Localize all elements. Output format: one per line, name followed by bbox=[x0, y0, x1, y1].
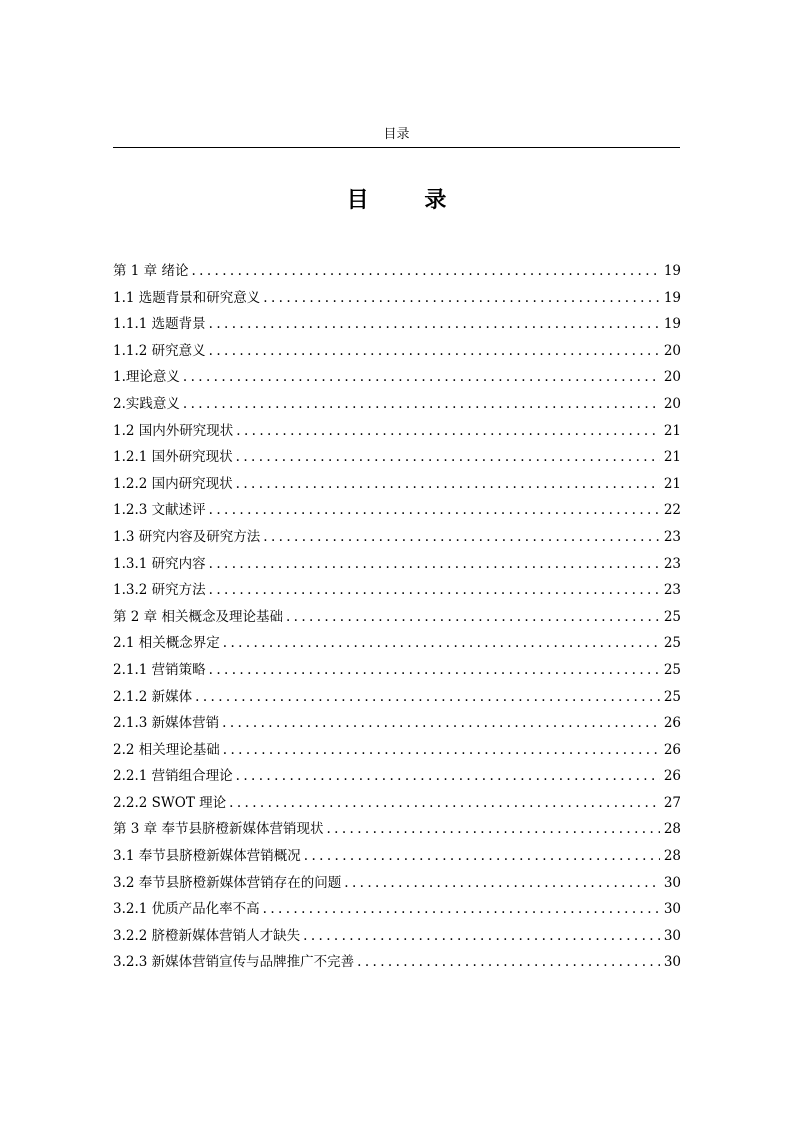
toc-page-number: 30 bbox=[663, 874, 681, 891]
toc-entry-label: 2.2.1 营销组合理论 bbox=[113, 768, 233, 785]
toc-page-number: 26 bbox=[663, 768, 681, 785]
toc-dot-leader bbox=[183, 369, 660, 385]
toc-entry-label: 1.1.2 研究意义 bbox=[113, 342, 206, 359]
toc-entry-label: 1.2 国内外研究现状 bbox=[113, 422, 234, 439]
toc-page-number: 27 bbox=[663, 794, 681, 811]
toc-page-number: 26 bbox=[663, 741, 681, 758]
toc-entry[interactable] bbox=[113, 578, 681, 605]
toc-dot-leader bbox=[191, 263, 660, 279]
toc-entry-label: 1.3 研究内容及研究方法 bbox=[113, 528, 261, 545]
toc-dot-leader bbox=[195, 689, 660, 705]
toc-entry[interactable] bbox=[113, 498, 681, 525]
toc-page-number: 30 bbox=[663, 954, 681, 971]
toc-entry-label: 3.2.2 脐橙新媒体营销人才缺失 bbox=[113, 927, 301, 944]
toc-entry[interactable] bbox=[113, 871, 681, 898]
toc-entry[interactable] bbox=[113, 764, 681, 791]
toc-entry[interactable] bbox=[113, 605, 681, 632]
toc-page-number: 23 bbox=[663, 528, 681, 545]
toc-page-number: 30 bbox=[663, 901, 681, 918]
table-of-contents bbox=[113, 259, 681, 977]
toc-entry[interactable] bbox=[113, 259, 681, 286]
toc-entry-label: 2.1.3 新媒体营销 bbox=[113, 715, 220, 732]
toc-entry-label: 1.3.1 研究内容 bbox=[113, 555, 206, 572]
toc-entry-label: 1.1.1 选题背景 bbox=[113, 316, 206, 333]
toc-dot-leader bbox=[303, 928, 660, 944]
toc-dot-leader bbox=[263, 290, 660, 306]
toc-page-number: 21 bbox=[663, 422, 681, 439]
toc-dot-leader bbox=[209, 502, 660, 518]
toc-dot-leader bbox=[344, 875, 660, 891]
toc-entry[interactable] bbox=[113, 365, 681, 392]
toc-entry-label: 1.2.3 文献述评 bbox=[113, 502, 206, 519]
toc-dot-leader bbox=[222, 715, 660, 731]
toc-entry-label: 2.2.2 SWOT 理论 bbox=[113, 794, 227, 811]
toc-page-number: 19 bbox=[663, 289, 681, 306]
toc-entry[interactable] bbox=[113, 711, 681, 738]
toc-page-number: 28 bbox=[663, 848, 681, 865]
toc-dot-leader bbox=[304, 848, 660, 864]
toc-entry[interactable] bbox=[113, 339, 681, 366]
toc-entry-label: 1.1 选题背景和研究意义 bbox=[113, 289, 261, 306]
toc-dot-leader bbox=[236, 449, 660, 465]
toc-dot-leader bbox=[209, 343, 660, 359]
toc-page-number: 19 bbox=[663, 316, 681, 333]
toc-entry[interactable] bbox=[113, 312, 681, 339]
toc-page-number: 28 bbox=[663, 821, 681, 838]
toc-entry-label: 1.2.2 国内研究现状 bbox=[113, 475, 233, 492]
toc-entry-label: 2.实践意义 bbox=[113, 395, 180, 412]
toc-entry[interactable] bbox=[113, 897, 681, 924]
toc-dot-leader bbox=[209, 582, 660, 598]
toc-entry-label: 2.1 相关概念界定 bbox=[113, 635, 220, 652]
toc-entry[interactable] bbox=[113, 738, 681, 765]
toc-title: 目 录 bbox=[346, 187, 471, 213]
toc-dot-leader bbox=[229, 795, 660, 811]
toc-entry-label: 第 3 章 奉节县脐橙新媒体营销现状 bbox=[113, 821, 324, 838]
toc-entry[interactable] bbox=[113, 658, 681, 685]
toc-dot-leader bbox=[236, 476, 660, 492]
toc-page-number: 25 bbox=[663, 635, 681, 652]
toc-entry[interactable] bbox=[113, 525, 681, 552]
toc-entry-label: 3.2 奉节县脐橙新媒体营销存在的问题 bbox=[113, 874, 342, 891]
toc-dot-leader bbox=[326, 821, 660, 837]
header-rule bbox=[113, 147, 680, 148]
toc-entry[interactable] bbox=[113, 924, 681, 951]
toc-entry-label: 2.1.2 新媒体 bbox=[113, 688, 193, 705]
toc-page-number: 20 bbox=[663, 395, 681, 412]
toc-page-number: 23 bbox=[663, 582, 681, 599]
toc-entry[interactable] bbox=[113, 950, 681, 977]
toc-dot-leader bbox=[236, 768, 660, 784]
toc-entry-label: 1.理论意义 bbox=[113, 369, 180, 386]
toc-entry-label: 1.2.1 国外研究现状 bbox=[113, 449, 233, 466]
toc-page-number: 21 bbox=[663, 475, 681, 492]
toc-page-number: 25 bbox=[663, 661, 681, 678]
toc-entry[interactable] bbox=[113, 286, 681, 313]
toc-page-number: 20 bbox=[663, 342, 681, 359]
toc-entry-label: 第 1 章 绪论 bbox=[113, 263, 189, 279]
toc-page-number: 22 bbox=[663, 502, 681, 519]
toc-entry-label: 3.2.1 优质产品化率不高 bbox=[113, 901, 260, 918]
toc-dot-leader bbox=[209, 556, 660, 572]
toc-entry[interactable] bbox=[113, 419, 681, 446]
toc-dot-leader bbox=[357, 954, 660, 970]
toc-page-number: 20 bbox=[663, 369, 681, 386]
toc-page-number: 23 bbox=[663, 555, 681, 572]
toc-dot-leader bbox=[209, 662, 660, 678]
toc-dot-leader bbox=[223, 635, 660, 651]
toc-page-number: 21 bbox=[663, 449, 681, 466]
toc-entry[interactable] bbox=[113, 552, 681, 579]
toc-entry[interactable] bbox=[113, 445, 681, 472]
toc-entry-label: 3.1 奉节县脐橙新媒体营销概况 bbox=[113, 848, 301, 865]
toc-entry-label: 1.3.2 研究方法 bbox=[113, 582, 206, 599]
toc-dot-leader bbox=[209, 316, 660, 332]
toc-page-number: 26 bbox=[663, 715, 681, 732]
toc-dot-leader bbox=[183, 396, 660, 412]
toc-entry[interactable] bbox=[113, 817, 681, 844]
toc-entry[interactable] bbox=[113, 844, 681, 871]
toc-page-number: 25 bbox=[663, 608, 681, 625]
toc-entry[interactable] bbox=[113, 791, 681, 818]
toc-entry[interactable] bbox=[113, 472, 681, 499]
toc-dot-leader bbox=[286, 609, 660, 625]
toc-entry-label: 2.1.1 营销策略 bbox=[113, 661, 206, 678]
toc-entry[interactable] bbox=[113, 392, 681, 419]
toc-dot-leader bbox=[263, 529, 660, 545]
toc-entry[interactable] bbox=[113, 631, 681, 658]
toc-entry-label: 2.2 相关理论基础 bbox=[113, 741, 220, 758]
toc-entry[interactable] bbox=[113, 685, 681, 712]
toc-dot-leader bbox=[263, 901, 660, 917]
toc-page-number: 19 bbox=[663, 263, 681, 279]
toc-page-number: 25 bbox=[663, 688, 681, 705]
toc-entry-label: 第 2 章 相关概念及理论基础 bbox=[113, 608, 283, 625]
toc-entry-label: 3.2.3 新媒体营销宣传与品牌推广不完善 bbox=[113, 954, 355, 971]
toc-dot-leader bbox=[223, 742, 660, 758]
toc-page-number: 30 bbox=[663, 927, 681, 944]
running-header: 目录 bbox=[383, 127, 410, 142]
toc-dot-leader bbox=[236, 423, 660, 439]
